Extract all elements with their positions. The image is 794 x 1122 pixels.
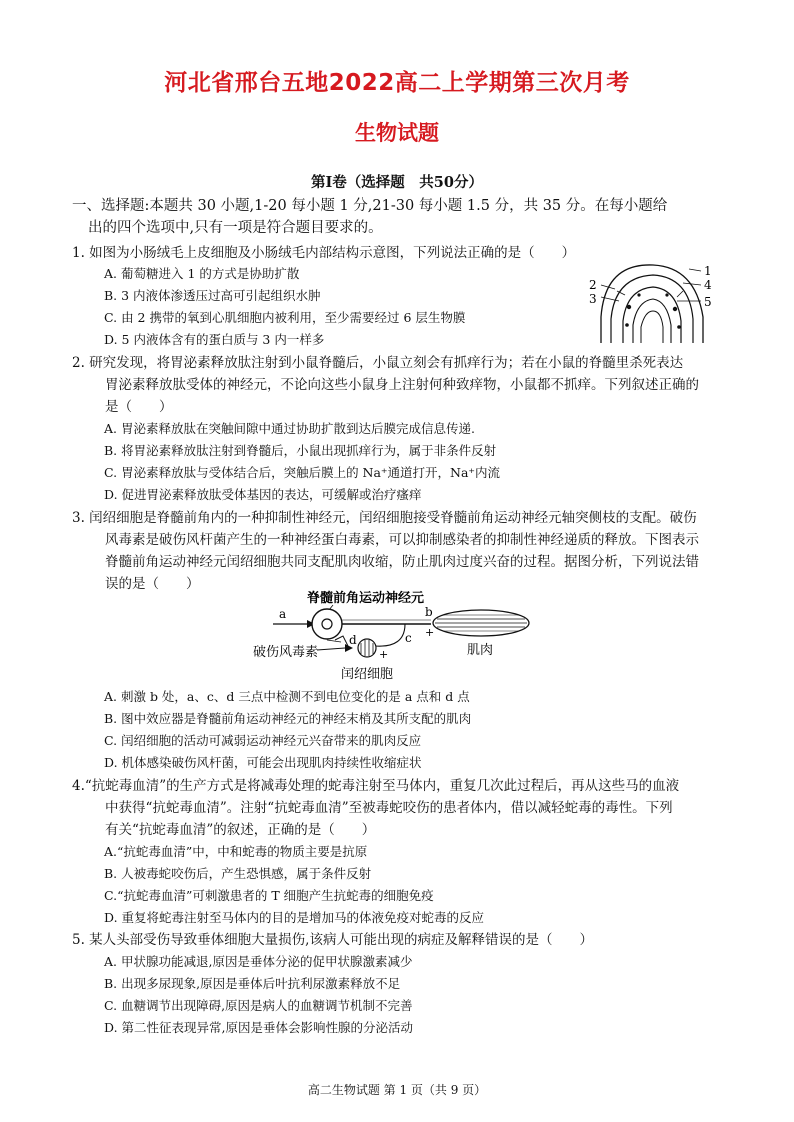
villus-label-1: 1 [704, 264, 712, 278]
question-4-stem-line-3: 有关“抗蛇毒血清”的叙述，正确的是（ ） [105, 822, 376, 838]
point-d-label: d [349, 633, 357, 647]
question-4-option-a: A.“抗蛇毒血清”中，中和蛇毒的物质主要是抗原 [104, 844, 368, 859]
muscle-label: 肌肉 [467, 643, 494, 658]
point-a-label: a [279, 607, 287, 621]
question-4-stem-line-2: 中获得“抗蛇毒血清”。注射“抗蛇毒血清”至被毒蛇咬伤的患者体内，借以减轻蛇毒的毒性。下列 [105, 800, 673, 816]
villus-label-4: 4 [704, 278, 712, 292]
villus-label-3: 3 [589, 292, 597, 306]
question-3-option-d: D. 机体感染破伤风杆菌，可能会出现肌肉持续性收缩症状 [104, 755, 422, 770]
question-4-option-b: B. 人被毒蛇咬伤后，产生恐惧感，属于条件反射 [104, 866, 372, 881]
question-1-option-a: A. 葡萄糖进入 1 的方式是协助扩散 [104, 266, 300, 281]
villus-diagram [583, 255, 713, 345]
question-3-stem-line-4: 误的是（ ） [105, 576, 200, 592]
page-footer: 高二生物试题 第 1 页（共 9 页） [307, 1083, 487, 1097]
question-2-stem-line-1: 2. 研究发现，将胃泌素释放肽注射到小鼠脊髓后，小鼠立刻会有抓痒行为；若在小鼠的脊髓里杀死表达 [72, 355, 684, 371]
question-3-option-c: C. 闰绍细胞的活动可减弱运动神经元兴奋带来的肌肉反应 [104, 733, 422, 748]
question-3-stem-line-3: 脊髓前角运动神经元闰绍细胞共同支配肌肉收缩，防止肌肉过度兴奋的过程。据图分析，下列说法错 [105, 554, 699, 570]
neuron-muscle-diagram [245, 588, 555, 686]
question-5-option-b: B. 出现多尿现象,原因是垂体后叶抗利尿激素释放不足 [104, 976, 401, 991]
villus-label-5: 5 [704, 295, 712, 309]
instructions-line-1: 一、选择题:本题共 30 小题,1-20 每小题 1 分,21-30 每小题 1.5 分，共 35 分。在每小题给 [72, 198, 668, 214]
renshaw-plus-sign: + [379, 648, 389, 661]
renshaw-cell-label: 闰绍细胞 [341, 667, 394, 682]
question-3-stem-line-1: 3. 闰绍细胞是脊髓前角内的一种抑制性神经元，闰绍细胞接受脊髓前角运动神经元轴突侧枝的支配。破伤 [72, 510, 697, 526]
document-subtitle: 生物试题 [355, 121, 439, 145]
question-1-option-c: C. 由 2 携带的氧到心肌细胞内被利用，至少需要经过 6 层生物膜 [104, 310, 466, 325]
question-2-option-a: A. 胃泌素释放肽在突触间隙中通过协助扩散到达后膜完成信息传递. [104, 421, 475, 436]
question-4-stem-line-1: 4.“抗蛇毒血清”的生产方式是将减毒处理的蛇毒注射至马体内，重复几次此过程后，再从这些马的血液 [72, 778, 680, 794]
synapse-plus-sign: + [425, 626, 435, 639]
question-2-option-b: B. 将胃泌素释放肽注射到脊髓后，小鼠出现抓痒行为，属于非条件反射 [104, 443, 497, 458]
question-3-stem-line-2: 风毒素是破伤风杆菌产生的一种神经蛋白毒素，可以抑制感染者的抑制性神经递质的释放。下图表示 [105, 532, 699, 548]
tetanus-toxin-label: 破伤风毒素 [253, 645, 319, 660]
instructions-line-2: 出的四个选项中,只有一项是符合题目要求的。 [88, 220, 383, 236]
question-3-option-a: A. 刺激 b 处，a、c、d 三点中检测不到电位变化的是 a 点和 d 点 [104, 689, 470, 704]
question-2-option-c: C. 胃泌素释放肽与受体结合后，突触后膜上的 Na⁺通道打开，Na⁺内流 [104, 465, 501, 480]
point-b-label: b [425, 605, 433, 619]
question-5-option-c: C. 血糖调节出现障碍,原因是病人的血糖调节机制不完善 [104, 998, 413, 1013]
question-1-option-d: D. 5 内液体含有的蛋白质与 3 内一样多 [104, 332, 325, 347]
question-1-stem: 1. 如图为小肠绒毛上皮细胞及小肠绒毛内部结构示意图，下列说法正确的是（ ） [72, 245, 576, 261]
document-title: 河北省邢台五地2022高二上学期第三次月考 [164, 70, 630, 96]
question-3-option-b: B. 图中效应器是脊髓前角运动神经元的神经末梢及其所支配的肌肉 [104, 711, 472, 726]
question-5-option-d: D. 第二性征表现异常,原因是垂体会影响性腺的分泌活动 [104, 1020, 413, 1035]
question-4-option-c: C.“抗蛇毒血清”可刺激患者的 T 细胞产生抗蛇毒的细胞免疫 [104, 888, 434, 903]
motor-neuron-label: 脊髓前角运动神经元 [307, 591, 425, 606]
question-5-stem: 5. 某人头部受伤导致垂体细胞大量损伤,该病人可能出现的病症及解释错误的是（ ） [72, 932, 593, 948]
section-heading: 第Ⅰ卷（选择题 共50分） [311, 174, 483, 191]
question-2-option-d: D. 促进胃泌素释放肽受体基因的表达，可缓解或治疗瘙痒 [104, 487, 422, 502]
question-1-option-b: B. 3 内液体渗透压过高可引起组织水肿 [104, 288, 321, 303]
question-5-option-a: A. 甲状腺功能减退,原因是垂体分泌的促甲状腺激素减少 [104, 954, 413, 969]
question-2-stem-line-2: 胃泌素释放肽受体的神经元，不论向这些小鼠身上注射何种致痒物，小鼠都不抓痒。下列叙述正确的 [105, 377, 699, 393]
question-4-option-d: D. 重复将蛇毒注射至马体内的目的是增加马的体液免疫对蛇毒的反应 [104, 910, 485, 925]
villus-label-2: 2 [589, 278, 597, 292]
point-c-label: c [405, 631, 412, 645]
question-2-stem-line-3: 是（ ） [105, 399, 173, 415]
